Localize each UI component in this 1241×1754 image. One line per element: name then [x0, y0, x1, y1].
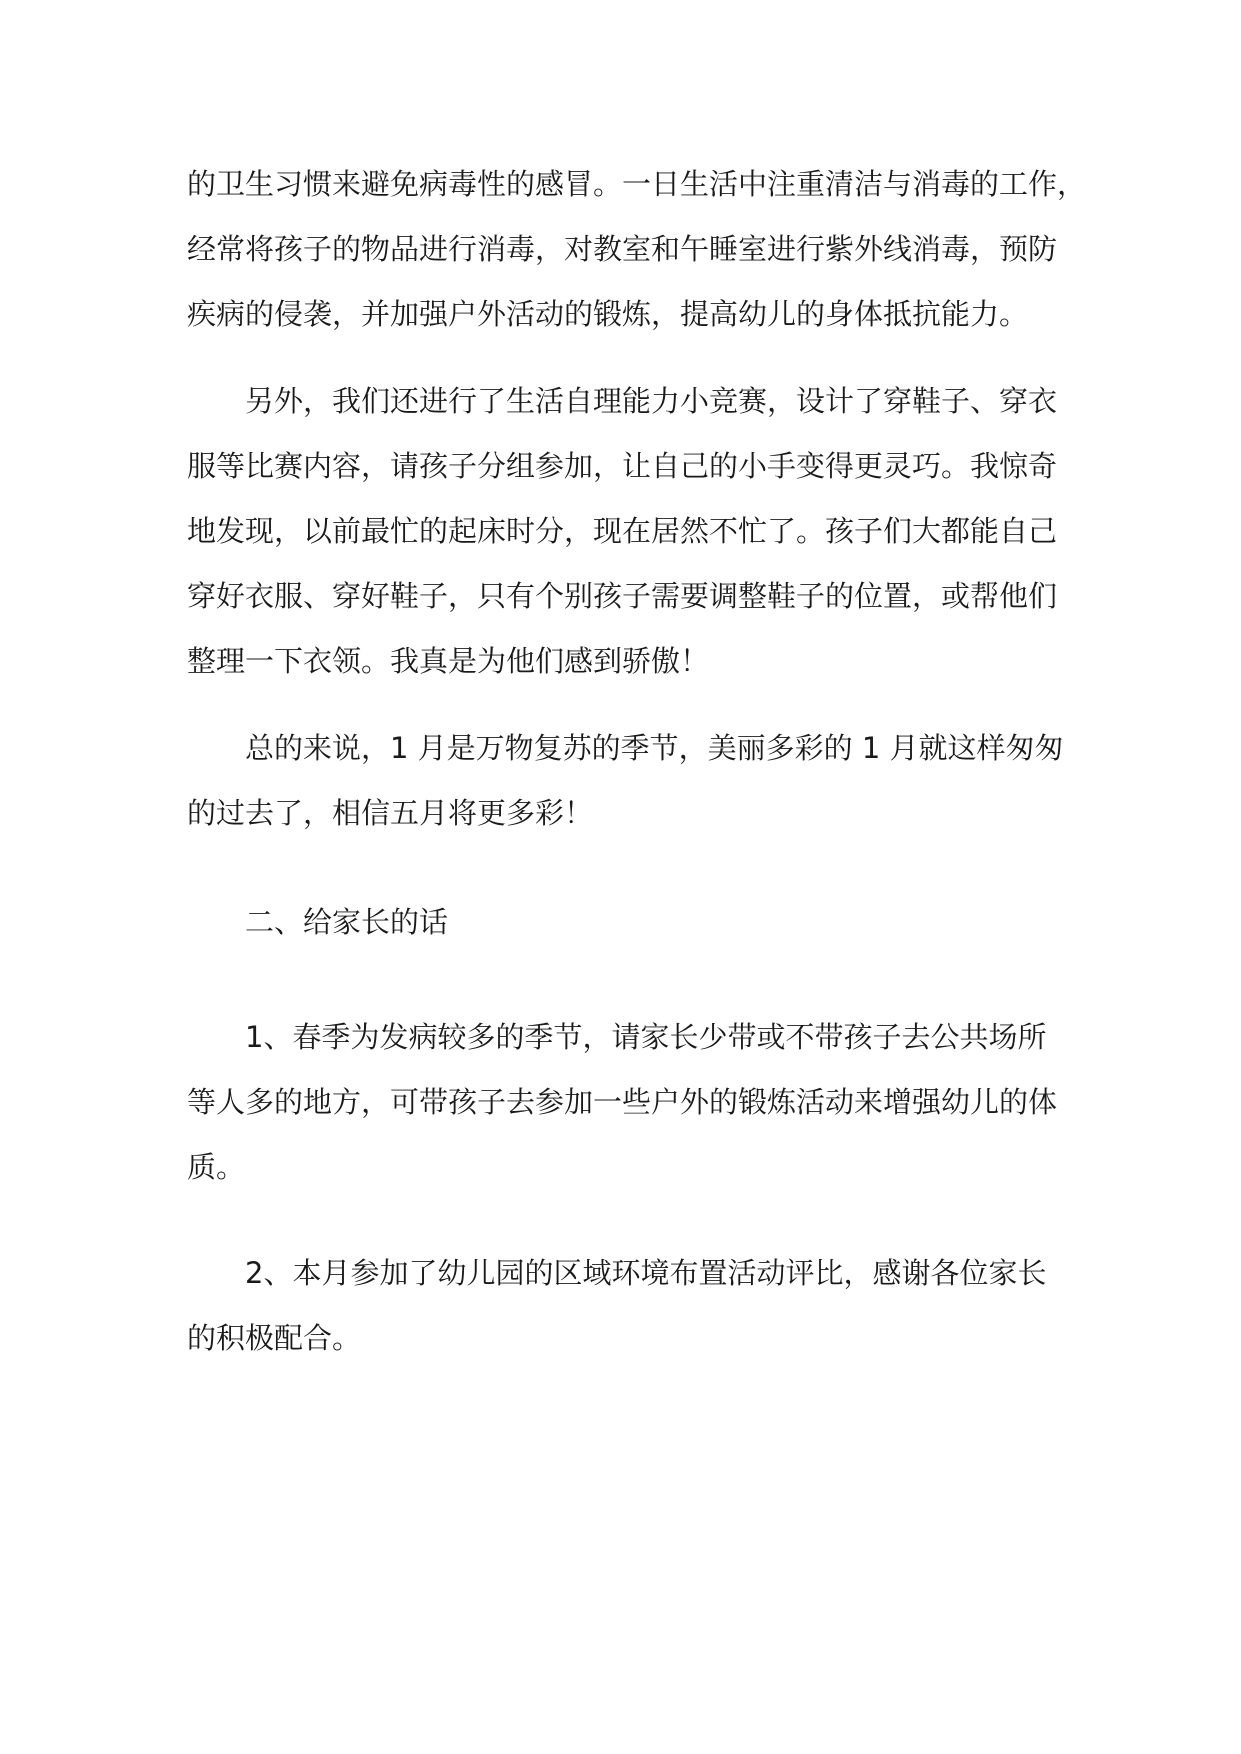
text-line: 经常将孩子的物品进行消毒，对教室和午睡室进行紫外线消毒，预防 [187, 232, 1058, 266]
text-line: 疾病的侵袭，并加强户外活动的锻炼，提高幼儿的身体抵抗能力。 [187, 297, 1029, 331]
text-line: 的卫生习惯来避免病毒性的感冒。一日生活中注重清洁与消毒的工作， [187, 167, 1087, 201]
text-line: 质。 [187, 1150, 246, 1184]
text-line: 整理一下衣领。我真是为他们感到骄傲！ [187, 644, 710, 678]
text-line: 总的来说，1 月是万物复苏的季节，美丽多彩的 1 月就这样匆匆 [245, 731, 1064, 765]
text-line: 地发现，以前最忙的起床时分，现在居然不忙了。孩子们大都能自己 [187, 514, 1058, 548]
paragraph-note-1 [187, 1005, 1067, 1200]
text-line: 的过去了，相信五月将更多彩！ [187, 796, 594, 830]
text-line: 2、本月参加了幼儿园的区域环境布置活动评比，感谢各位家长 [245, 1256, 1047, 1290]
text-line: 1、春季为发病较多的季节，请家长少带或不带孩子去公共场所 [245, 1020, 1047, 1054]
text-line: 等人多的地方，可带孩子去参加一些户外的锻炼活动来增强幼儿的体 [187, 1085, 1058, 1119]
paragraph-self-care-contest [187, 369, 1067, 694]
paragraph-note-2 [187, 1241, 1067, 1371]
text-line: 另外，我们还进行了生活自理能力小竞赛，设计了穿鞋子、穿衣 [245, 384, 1058, 418]
paragraph-hygiene [187, 152, 1087, 347]
text-line: 服等比赛内容，请孩子分组参加，让自己的小手变得更灵巧。我惊奇 [187, 449, 1058, 483]
section-heading-text: 二、给家长的话 [245, 905, 449, 939]
text-line: 的积极配合。 [187, 1321, 362, 1355]
paragraph-summary [187, 716, 1067, 846]
section-heading-parents [187, 890, 1067, 955]
text-line: 穿好衣服、穿好鞋子，只有个别孩子需要调整鞋子的位置，或帮他们 [187, 579, 1058, 613]
